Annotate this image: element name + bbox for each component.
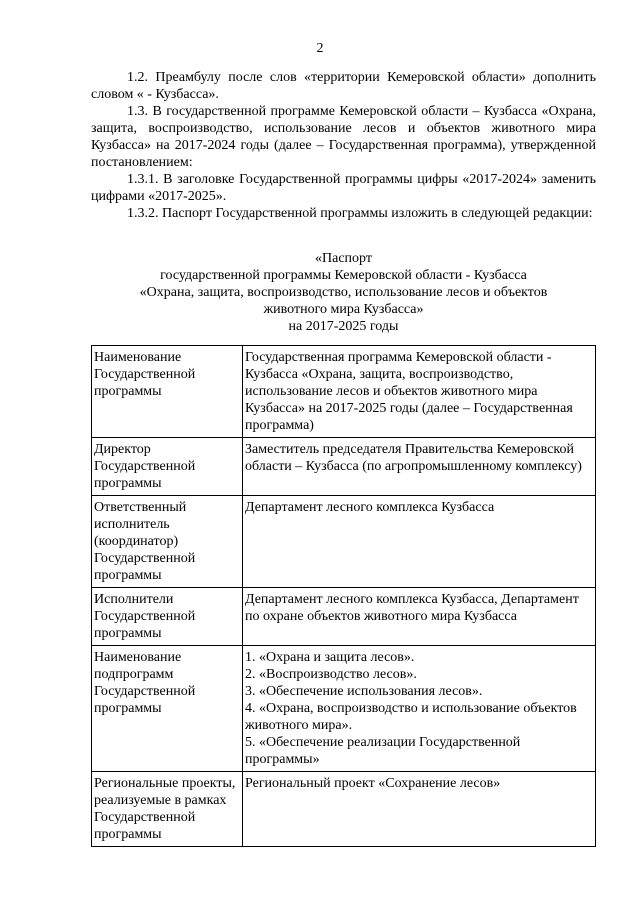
passport-title xyxy=(91,250,596,335)
paragraph-1-2: 1.2. Преамбулу после слов «территории Кемеровской области» дополнить словом « - Кузбасса». xyxy=(91,70,596,102)
passport-table xyxy=(91,345,596,847)
subprogram-item: 5. «Обеспечение реализации Государственной программы» xyxy=(245,735,521,767)
table-row xyxy=(92,772,596,847)
title-line: на 2017-2025 годы xyxy=(288,319,399,334)
table-row xyxy=(92,646,596,772)
row-label: Директор Государственной программы xyxy=(92,438,243,496)
page-number: 2 xyxy=(316,41,324,56)
paragraph-1-3: 1.3. В государственной программе Кемеровской области – Кузбасса «Охрана, защита, воспроизводство, использование лесов и объектов животного мира Кузбасса» на 2017-2024 годы (далее – Государственная программа), утвержденной постановлением: xyxy=(91,104,596,170)
subprogram-item: 2. «Воспроизводство лесов». xyxy=(245,667,417,682)
title-line: животного мира Кузбасса» xyxy=(263,302,424,317)
table-row xyxy=(92,438,596,496)
row-label: Региональные проекты, реализуемые в рамках Государственной программы xyxy=(92,772,243,847)
title-line: «Охрана, защита, воспроизводство, использование лесов и объектов xyxy=(139,285,548,300)
row-value: Департамент лесного комплекса Кузбасса xyxy=(243,496,596,588)
paragraph-1-3-2: 1.3.2. Паспорт Государственной программы изложить в следующей редакции: xyxy=(127,206,593,221)
title-line: «Паспорт xyxy=(315,251,372,266)
row-value: Заместитель председателя Правительства Кемеровской области – Кузбасса (по агропромышленному комплексу) xyxy=(243,438,596,496)
row-label: Ответственный исполнитель (координатор) Государственной программы xyxy=(92,496,243,588)
row-label: Исполнители Государственной программы xyxy=(92,588,243,646)
table-row xyxy=(92,588,596,646)
subprogram-item: 3. «Обеспечение использования лесов». xyxy=(245,684,483,699)
title-line: государственной программы Кемеровской области - Кузбасса xyxy=(160,268,527,283)
subprogram-item: 4. «Охрана, воспроизводство и использование объектов животного мира». xyxy=(245,701,577,733)
row-value xyxy=(243,646,596,772)
subprogram-item: 1. «Охрана и защита лесов». xyxy=(245,650,415,665)
body-text xyxy=(91,69,596,222)
row-value: Региональный проект «Сохранение лесов» xyxy=(243,772,596,847)
table-row xyxy=(92,346,596,438)
paragraph-1-3-1: 1.3.1. В заголовке Государственной программы цифры «2017-2024» заменить цифрами «2017-2025». xyxy=(91,172,596,204)
row-value: Департамент лесного комплекса Кузбасса, Департамент по охране объектов животного мира Кузбасса xyxy=(243,588,596,646)
row-value: Государственная программа Кемеровской области - Кузбасса «Охрана, защита, воспроизводство, использование лесов и объектов животного мира Кузбасса» на 2017-2025 годы (далее – Государственная программа) xyxy=(243,346,596,438)
row-label: Наименование подпрограмм Государственной программы xyxy=(92,646,243,772)
table-row xyxy=(92,496,596,588)
row-label: Наименование Государственной программы xyxy=(92,346,243,438)
